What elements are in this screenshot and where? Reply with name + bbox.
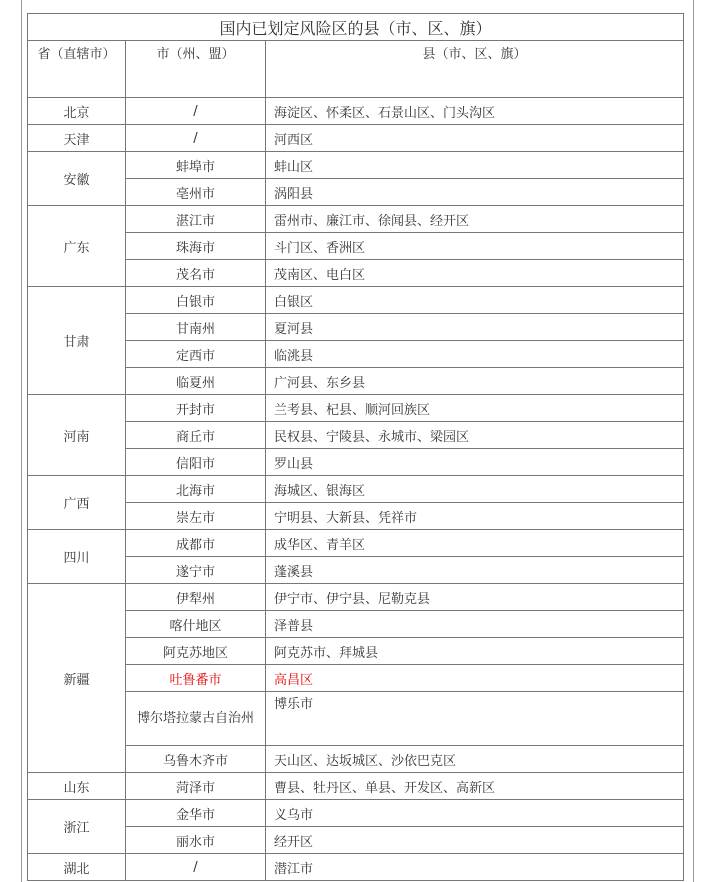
city-cell: 珠海市 [126,233,266,260]
city-cell: 遂宁市 [126,557,266,584]
table-row [28,125,684,152]
province-cell: 甘肃 [28,287,126,395]
county-cell: 河西区 [266,125,684,152]
county-cell: 白银区 [266,287,684,314]
county-cell: 海淀区、怀柔区、石景山区、门头沟区 [266,98,684,125]
risk-area-table [27,13,684,881]
county-cell: 夏河县 [266,314,684,341]
county-cell: 茂南区、电白区 [266,260,684,287]
table-row [28,341,684,368]
county-cell: 义乌市 [266,800,684,827]
province-cell: 北京 [28,98,126,125]
county-cell: 民权县、宁陵县、永城市、梁园区 [266,422,684,449]
city-cell: 亳州市 [126,179,266,206]
table-row [28,665,684,692]
city-cell: 甘南州 [126,314,266,341]
header-county: 县（市、区、旗） [266,41,684,98]
city-cell: / [126,125,266,152]
table-row [28,584,684,611]
province-cell: 山东 [28,773,126,800]
table-row [28,395,684,422]
city-cell: 信阳市 [126,449,266,476]
county-cell: 蓬溪县 [266,557,684,584]
table-row [28,260,684,287]
city-cell: 菏泽市 [126,773,266,800]
city-cell: 茂名市 [126,260,266,287]
table-title: 国内已划定风险区的县（市、区、旗） [28,14,684,41]
county-cell: 曹县、牡丹区、单县、开发区、高新区 [266,773,684,800]
table-row [28,854,684,881]
county-cell: 泽普县 [266,611,684,638]
table-row [28,503,684,530]
table-row [28,179,684,206]
province-cell: 河南 [28,395,126,476]
city-cell: 博尔塔拉蒙古自治州 [126,692,266,746]
province-cell: 安徽 [28,152,126,206]
table-row [28,152,684,179]
county-cell: 斗门区、香洲区 [266,233,684,260]
city-cell: 临夏州 [126,368,266,395]
city-cell: 白银市 [126,287,266,314]
header-province: 省（直辖市） [28,41,126,98]
city-cell: 吐鲁番市 [126,665,266,692]
table-row [28,638,684,665]
county-cell: 博乐市 [266,692,684,746]
city-cell: / [126,98,266,125]
table-row [28,827,684,854]
city-cell: 丽水市 [126,827,266,854]
table-row [28,422,684,449]
county-cell: 宁明县、大新县、凭祥市 [266,503,684,530]
table-title-row [28,14,684,41]
city-cell: 湛江市 [126,206,266,233]
table-row [28,557,684,584]
table-row [28,746,684,773]
county-cell: 阿克苏市、拜城县 [266,638,684,665]
table-row [28,368,684,395]
province-cell: 湖北 [28,854,126,881]
table-row [28,287,684,314]
county-cell: 成华区、青羊区 [266,530,684,557]
county-cell: 海城区、银海区 [266,476,684,503]
city-cell: 金华市 [126,800,266,827]
table-header-row [28,41,684,98]
header-city: 市（州、盟） [126,41,266,98]
county-cell: 涡阳县 [266,179,684,206]
table-row [28,233,684,260]
county-cell: 经开区 [266,827,684,854]
county-cell: 伊宁市、伊宁县、尼勒克县 [266,584,684,611]
city-cell: 商丘市 [126,422,266,449]
table-row [28,476,684,503]
county-cell: 兰考县、杞县、顺河回族区 [266,395,684,422]
table-row [28,773,684,800]
city-cell: 阿克苏地区 [126,638,266,665]
city-cell: 北海市 [126,476,266,503]
city-cell: 成都市 [126,530,266,557]
city-cell: 蚌埠市 [126,152,266,179]
province-cell: 浙江 [28,800,126,854]
city-cell: 乌鲁木齐市 [126,746,266,773]
table-row [28,314,684,341]
city-cell: 伊犁州 [126,584,266,611]
province-cell: 广东 [28,206,126,287]
province-cell: 广西 [28,476,126,530]
city-cell: 喀什地区 [126,611,266,638]
province-cell: 新疆 [28,584,126,773]
county-cell: 雷州市、廉江市、徐闻县、经开区 [266,206,684,233]
county-cell: 高昌区 [266,665,684,692]
county-cell: 蚌山区 [266,152,684,179]
province-cell: 天津 [28,125,126,152]
county-cell: 罗山县 [266,449,684,476]
county-cell: 广河县、东乡县 [266,368,684,395]
city-cell: / [126,854,266,881]
table-row [28,206,684,233]
table-row [28,449,684,476]
county-cell: 临洮县 [266,341,684,368]
county-cell: 天山区、达坂城区、沙依巴克区 [266,746,684,773]
county-cell: 潜江市 [266,854,684,881]
province-cell: 四川 [28,530,126,584]
table-row [28,98,684,125]
city-cell: 开封市 [126,395,266,422]
table-row [28,800,684,827]
table-row [28,692,684,746]
city-cell: 崇左市 [126,503,266,530]
city-cell: 定西市 [126,341,266,368]
table-row [28,530,684,557]
table-row [28,611,684,638]
